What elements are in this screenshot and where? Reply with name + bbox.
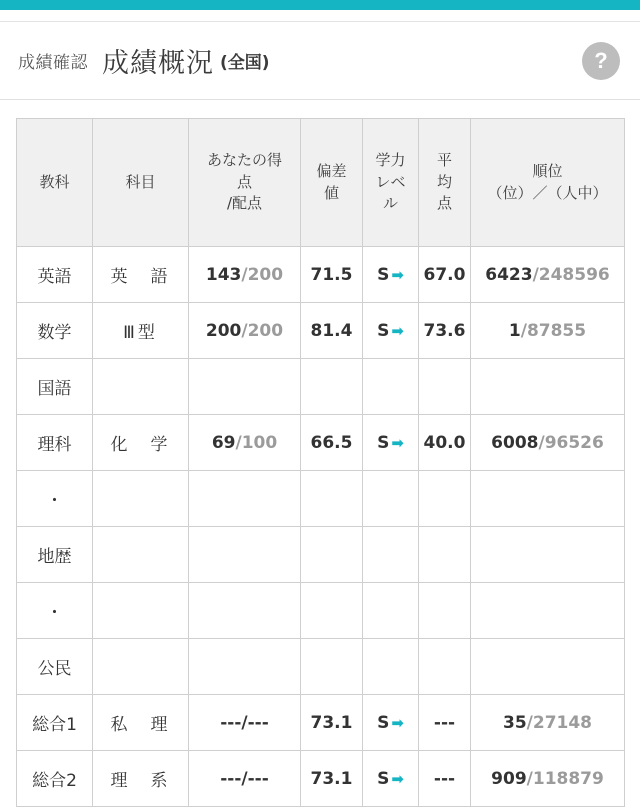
cell-average bbox=[419, 415, 471, 471]
cell-subject bbox=[93, 583, 189, 639]
cell-level bbox=[363, 471, 419, 527]
cell-average bbox=[419, 359, 471, 415]
page-title-scope: (全国) bbox=[220, 53, 270, 73]
subject-text: 私 理 bbox=[110, 715, 171, 735]
header-text-line2: （位）／（人中） bbox=[487, 183, 608, 202]
grades-table-container bbox=[0, 100, 640, 807]
cell-subject-area bbox=[17, 415, 93, 471]
cell-average bbox=[419, 247, 471, 303]
subject-text: Ⅲ型 bbox=[123, 323, 158, 343]
subject-area-text: ・ bbox=[46, 603, 63, 623]
cell-subject-area bbox=[17, 527, 93, 583]
cell-rank bbox=[471, 639, 625, 695]
cell-subject bbox=[93, 527, 189, 583]
cell-deviation bbox=[301, 247, 363, 303]
cell-subject bbox=[93, 695, 189, 751]
table-row bbox=[17, 359, 625, 415]
subject-area-text: 国語 bbox=[37, 379, 72, 399]
column-header-rank bbox=[471, 119, 625, 247]
cell-your-score bbox=[189, 303, 301, 359]
cell-rank bbox=[471, 415, 625, 471]
cell-subject bbox=[93, 415, 189, 471]
cell-subject bbox=[93, 471, 189, 527]
cell-subject bbox=[93, 639, 189, 695]
score-denominator: /200 bbox=[241, 320, 284, 341]
header-text-line3: 点 bbox=[436, 194, 452, 213]
column-header-subject bbox=[93, 119, 189, 247]
average-value: 73.6 bbox=[423, 320, 466, 341]
cell-average bbox=[419, 303, 471, 359]
rank-value: 6008 bbox=[491, 432, 539, 453]
header-text-line1: 学力 bbox=[375, 150, 406, 169]
cell-rank bbox=[471, 695, 625, 751]
cell-deviation bbox=[301, 751, 363, 807]
rank-total: /27148 bbox=[526, 712, 593, 733]
cell-subject-area bbox=[17, 471, 93, 527]
arrow-right-icon: ➡ bbox=[391, 713, 404, 732]
cell-level bbox=[363, 527, 419, 583]
subject-text: 理 系 bbox=[110, 771, 171, 791]
header-text: 教科 bbox=[39, 172, 70, 191]
cell-your-score bbox=[189, 527, 301, 583]
cell-deviation bbox=[301, 527, 363, 583]
table-row bbox=[17, 695, 625, 751]
subject-text: 化 学 bbox=[110, 435, 171, 455]
cell-rank bbox=[471, 303, 625, 359]
cell-average bbox=[419, 471, 471, 527]
score-denominator: /200 bbox=[241, 264, 284, 285]
subject-text: 英 語 bbox=[110, 267, 171, 287]
deviation-value: 81.4 bbox=[310, 320, 353, 341]
score-value: 143 bbox=[205, 264, 242, 285]
column-header-average bbox=[419, 119, 471, 247]
header-text-line1: あなたの得 bbox=[206, 150, 282, 169]
cell-rank bbox=[471, 527, 625, 583]
header-text-line3: ル bbox=[382, 194, 398, 213]
average-value: --- bbox=[433, 768, 456, 789]
subject-area-text: 地歴 bbox=[37, 547, 72, 567]
level-value: S bbox=[377, 432, 390, 453]
cell-subject-area bbox=[17, 695, 93, 751]
rank-total: /96526 bbox=[538, 432, 604, 453]
rank-total: /87855 bbox=[520, 320, 587, 341]
table-row bbox=[17, 247, 625, 303]
table-row bbox=[17, 415, 625, 471]
grades-table bbox=[16, 118, 625, 807]
cell-subject-area bbox=[17, 639, 93, 695]
table-row bbox=[17, 303, 625, 359]
cell-subject bbox=[93, 751, 189, 807]
rank-value: 6423 bbox=[485, 264, 533, 285]
score-denominator: /100 bbox=[235, 432, 278, 453]
cell-rank bbox=[471, 751, 625, 807]
score-value: 200 bbox=[205, 320, 242, 341]
cell-rank bbox=[471, 247, 625, 303]
cell-your-score bbox=[189, 583, 301, 639]
score-value: ---/--- bbox=[220, 712, 269, 733]
cell-average bbox=[419, 639, 471, 695]
header-text-line2: 均 bbox=[436, 172, 452, 191]
rank-value: 35 bbox=[502, 712, 527, 733]
cell-level bbox=[363, 247, 419, 303]
cell-subject-area bbox=[17, 247, 93, 303]
cell-deviation bbox=[301, 303, 363, 359]
accent-top-bar bbox=[0, 0, 640, 10]
cell-your-score bbox=[189, 415, 301, 471]
deviation-value: 73.1 bbox=[310, 768, 353, 789]
cell-subject bbox=[93, 247, 189, 303]
cell-level bbox=[363, 695, 419, 751]
cell-deviation bbox=[301, 471, 363, 527]
cell-subject-area bbox=[17, 359, 93, 415]
cell-your-score bbox=[189, 471, 301, 527]
help-icon[interactable]: ? bbox=[582, 42, 620, 80]
table-body bbox=[17, 247, 625, 807]
column-header-subject-area bbox=[17, 119, 93, 247]
cell-rank bbox=[471, 359, 625, 415]
score-value: ---/--- bbox=[220, 768, 269, 789]
average-value: 40.0 bbox=[423, 432, 466, 453]
table-row bbox=[17, 471, 625, 527]
level-value: S bbox=[377, 320, 390, 341]
average-value: --- bbox=[433, 712, 456, 733]
header-text-line1: 平 bbox=[436, 150, 452, 169]
table-row bbox=[17, 583, 625, 639]
header-text-line1: 順位 bbox=[532, 161, 563, 180]
cell-level bbox=[363, 583, 419, 639]
rank-total: /248596 bbox=[532, 264, 610, 285]
subject-area-text: 総合2 bbox=[32, 771, 77, 791]
cell-average bbox=[419, 527, 471, 583]
column-header-level bbox=[363, 119, 419, 247]
table-row bbox=[17, 639, 625, 695]
cell-deviation bbox=[301, 639, 363, 695]
subject-area-text: 公民 bbox=[37, 659, 72, 679]
cell-level bbox=[363, 359, 419, 415]
arrow-right-icon: ➡ bbox=[391, 769, 404, 788]
cell-your-score bbox=[189, 639, 301, 695]
deviation-value: 71.5 bbox=[310, 264, 353, 285]
arrow-right-icon: ➡ bbox=[391, 265, 404, 284]
cell-subject-area bbox=[17, 303, 93, 359]
cell-subject bbox=[93, 303, 189, 359]
cell-your-score bbox=[189, 695, 301, 751]
column-header-your-score bbox=[189, 119, 301, 247]
breadcrumb: 成績確認 bbox=[18, 53, 88, 73]
deviation-value: 73.1 bbox=[310, 712, 353, 733]
subject-area-text: ・ bbox=[46, 491, 63, 511]
cell-deviation bbox=[301, 695, 363, 751]
cell-rank bbox=[471, 471, 625, 527]
cell-level bbox=[363, 751, 419, 807]
header-text: 科目 bbox=[125, 172, 156, 191]
cell-level bbox=[363, 639, 419, 695]
cell-deviation bbox=[301, 415, 363, 471]
cell-deviation bbox=[301, 359, 363, 415]
cell-subject-area bbox=[17, 583, 93, 639]
table-row bbox=[17, 527, 625, 583]
score-value: 69 bbox=[211, 432, 236, 453]
cell-subject-area bbox=[17, 751, 93, 807]
cell-level bbox=[363, 415, 419, 471]
average-value: 67.0 bbox=[423, 264, 466, 285]
subject-area-text: 理科 bbox=[37, 435, 72, 455]
header-text-line1: 偏差 bbox=[316, 161, 347, 180]
cell-subject bbox=[93, 359, 189, 415]
cell-your-score bbox=[189, 751, 301, 807]
header-divider bbox=[0, 10, 640, 22]
cell-rank bbox=[471, 583, 625, 639]
cell-your-score bbox=[189, 247, 301, 303]
cell-average bbox=[419, 583, 471, 639]
cell-average bbox=[419, 695, 471, 751]
level-value: S bbox=[377, 264, 390, 285]
rank-total: /118879 bbox=[526, 768, 604, 789]
header-text-line3: /配点 bbox=[226, 194, 263, 213]
table-row bbox=[17, 751, 625, 807]
page-header bbox=[0, 22, 640, 100]
header-text-line2: 点 bbox=[236, 172, 252, 191]
cell-deviation bbox=[301, 583, 363, 639]
rank-value: 909 bbox=[491, 768, 527, 789]
deviation-value: 66.5 bbox=[310, 432, 353, 453]
subject-area-text: 数学 bbox=[37, 323, 72, 343]
rank-value: 1 bbox=[508, 320, 521, 341]
header-text-line2: レベ bbox=[375, 172, 406, 191]
table-header-row bbox=[17, 119, 625, 247]
column-header-deviation bbox=[301, 119, 363, 247]
cell-your-score bbox=[189, 359, 301, 415]
subject-area-text: 英語 bbox=[37, 267, 72, 287]
cell-average bbox=[419, 751, 471, 807]
page-title: 成績概況 bbox=[102, 48, 214, 79]
arrow-right-icon: ➡ bbox=[391, 321, 404, 340]
level-value: S bbox=[377, 712, 390, 733]
subject-area-text: 総合1 bbox=[32, 715, 77, 735]
level-value: S bbox=[377, 768, 390, 789]
cell-level bbox=[363, 303, 419, 359]
header-text-line2: 値 bbox=[323, 183, 339, 202]
arrow-right-icon: ➡ bbox=[391, 433, 404, 452]
